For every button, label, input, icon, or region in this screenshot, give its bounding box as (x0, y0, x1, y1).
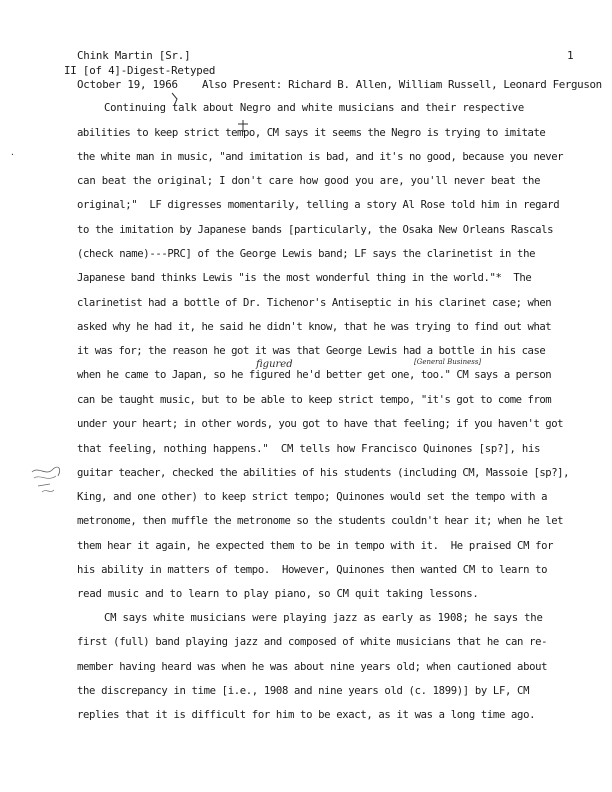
body-line: CM says white musicians were playing jazz as early as 1908; he says the (104, 612, 543, 624)
body-line: King, and one other) to keep strict tempo; Quinones would set the tempo with a (77, 491, 548, 503)
body-line: the discrepancy in time [i.e., 1908 and nine years old (c. 1899)] by LF, CM (77, 685, 530, 697)
asterisk-mark-icon (237, 119, 249, 133)
body-line: under your heart; in other words, you got to have that feeling; if you haven't got (77, 418, 564, 430)
body-line: metronome, then muffle the metronome so the students couldn't hear it; when he let (77, 515, 564, 527)
body-line: replies that it is difficult for him to be exact, as it was a long time ago. (77, 709, 536, 721)
body-line: his ability in matters of tempo. However, Quinones then wanted CM to learn to (77, 564, 548, 576)
body-line: the white man in music, "and imitation is bad, and it's no good, because you never (77, 151, 564, 163)
body-line: member having heard was when he was about nine years old; when cautioned about (77, 661, 548, 673)
body-line: can be taught music, but to be able to keep strict tempo, "it's got to come from (77, 394, 552, 406)
body-line: read music and to learn to play piano, so CM quit taking lessons. (77, 588, 479, 600)
body-line: Continuing talk about Negro and white musicians and their respective (104, 102, 525, 114)
margin-dot-icon: · (10, 150, 15, 159)
interviewee-name: Chink Martin [Sr.] (77, 49, 191, 62)
body-line: clarinetist had a bottle of Dr. Tichenor's Antiseptic in his clarinet case; when (77, 297, 552, 309)
margin-scribble-icon (28, 462, 66, 498)
handwritten-figured: figured (256, 359, 293, 370)
body-line: guitar teacher, checked the abilities of his students (including CM, Massoie [sp?], (77, 467, 570, 479)
body-line: original;" LF digresses momentarily, telling a story Al Rose told him in regard (77, 199, 560, 211)
body-line: it was for; the reason he got it was that George Lewis had a bottle in his case (77, 345, 546, 357)
body-line: abilities to keep strict tempo, CM says it seems the Negro is trying to imitate (77, 127, 546, 139)
body-line: when he came to Japan, so he figured he'd better get one, too." CM says a person (77, 369, 552, 381)
body-line: asked why he had it, he said he didn't know, that he was trying to find out what (77, 321, 552, 333)
body-line: that feeling, nothing happens." CM tells how Francisco Quinones [sp?], his (77, 443, 541, 455)
interview-date: October 19, 1966 (77, 78, 178, 91)
page-number: 1 (567, 49, 574, 62)
body-line: can beat the original; I don't care how good you are, you'll never beat the (77, 175, 541, 187)
body-line: (check name)---PRC] of the George Lewis band; LF says the clarinetist in the (77, 248, 536, 260)
body-line: to the imitation by Japanese bands [particularly, the Osaka New Orleans Rascals (77, 224, 554, 236)
body-line: Japanese band thinks Lewis "is the most wonderful thing in the world."* The (77, 272, 532, 284)
handwritten-general-business: [General Business] (414, 358, 482, 366)
insertion-mark-icon (170, 92, 180, 108)
body-line: them hear it again, he expected them to be in tempo with it. He praised CM for (77, 540, 554, 552)
body-line: first (full) band playing jazz and composed of white musicians that he can re- (77, 636, 548, 648)
reel-label: II [of 4]-Digest-Retyped (64, 64, 216, 77)
also-present: Also Present: Richard B. Allen, William Russell, Leonard Ferguson (202, 78, 602, 91)
